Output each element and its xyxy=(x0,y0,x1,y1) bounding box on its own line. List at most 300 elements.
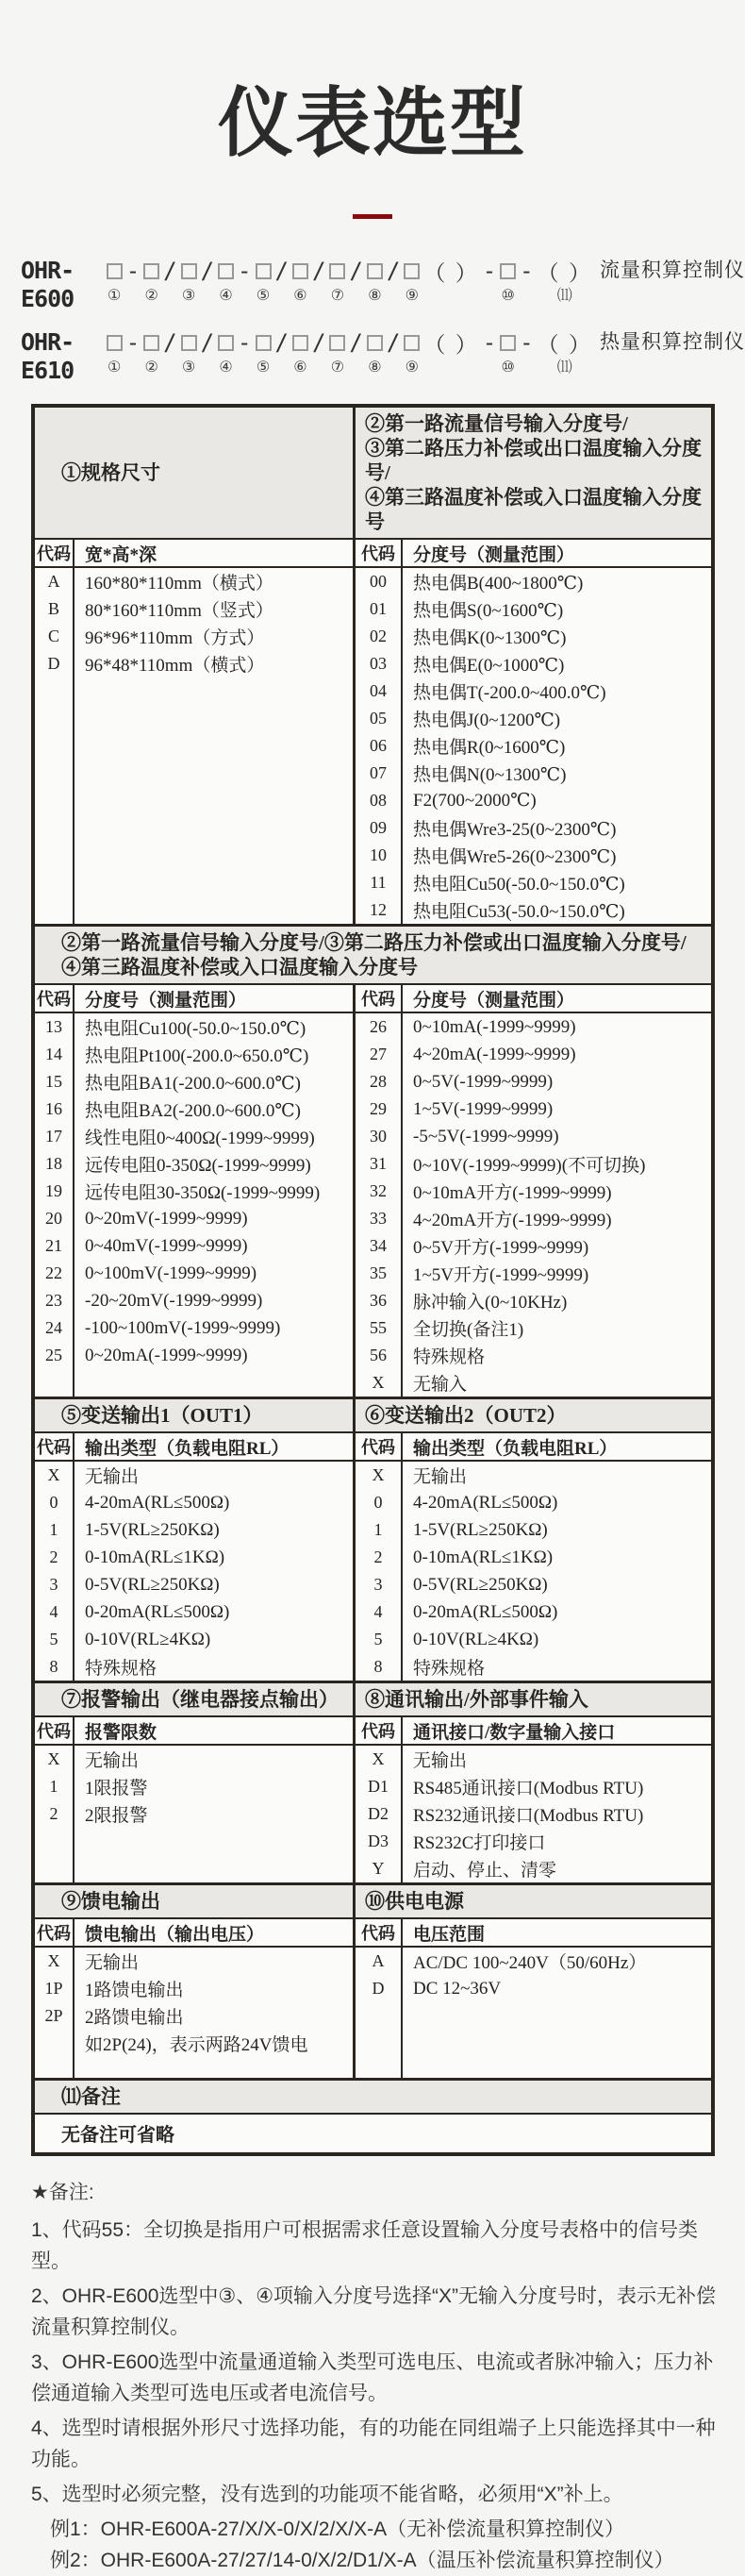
order-code-box xyxy=(256,328,272,376)
separator-glyph: - xyxy=(482,329,497,356)
desc-cell: 无输出 xyxy=(85,1953,140,1973)
desc-cell: AC/DC 100~240V（50/60Hz） xyxy=(413,1953,647,1973)
section-half-left xyxy=(35,1919,353,2078)
order-code-box xyxy=(181,328,197,376)
code-cell: 15 xyxy=(45,1072,62,1091)
separator-glyph: - xyxy=(238,329,252,356)
desc-header-cell: 分度号（测量范围） xyxy=(413,544,575,565)
selection-table xyxy=(31,404,715,2156)
separator-glyph: / xyxy=(163,258,177,284)
code-header-cell: 代码 xyxy=(361,990,395,1009)
fill-in-box xyxy=(181,263,197,279)
table-row xyxy=(35,1041,353,1068)
parens-glyph: （ ） xyxy=(537,331,592,357)
model-type-label: 热量积算控制仪 xyxy=(600,331,745,353)
desc-cell: 启动、停止、清零 xyxy=(413,1861,557,1881)
table-row xyxy=(35,650,353,677)
table-row xyxy=(35,1178,353,1205)
desc-cell: 热电阻Cu50(-50.0~150.0℃) xyxy=(413,875,625,895)
section-band-left-title xyxy=(35,1885,353,1917)
code-cell: 5 xyxy=(49,1630,58,1648)
separator-glyph: - xyxy=(125,329,141,356)
code-cell: X xyxy=(47,1465,60,1484)
page-title: 仪表选型 xyxy=(218,81,527,165)
desc-cell: 如2P(24)，表示两路24V馈电 xyxy=(85,2035,308,2055)
table-row xyxy=(35,1462,353,1489)
note-item: 3、OHR-E600选型中流量通道输入类型可选电压、电流或者脉冲输入；压力补偿通道输入类型可选电压或者电流信号。 xyxy=(31,2351,714,2404)
order-code-separator xyxy=(238,257,251,304)
code-cell: 1 xyxy=(49,1777,58,1796)
code-cell: 21 xyxy=(45,1236,62,1255)
table-row xyxy=(35,2030,353,2057)
order-code-box xyxy=(329,328,345,376)
position-number: ⑧ xyxy=(368,360,382,376)
position-number: ⑤ xyxy=(256,360,271,376)
code-cell: 18 xyxy=(45,1154,62,1173)
table-row xyxy=(356,1260,711,1287)
parens-glyph: （ ） xyxy=(423,331,479,357)
desc-cell: 0-10mA(RL≤1KΩ) xyxy=(85,1547,225,1567)
note-item: 2、OHR-E600选型中③、④项输入分度号选择“X”无输入分度号时，表示无补偿流量积算控制仪。 xyxy=(31,2285,717,2338)
position-number: ① xyxy=(108,360,122,376)
desc-cell: 0~40mV(-1999~9999) xyxy=(85,1235,248,1256)
desc-cell: 0-20mA(RL≤500Ω) xyxy=(413,1601,558,1622)
code-cell: 5 xyxy=(373,1630,383,1648)
code-cell: 19 xyxy=(45,1181,62,1200)
desc-cell: 热电偶E(0~1000℃) xyxy=(413,656,565,676)
band-line: ③第二路压力补偿或出口温度输入分度号/ xyxy=(365,437,702,484)
table-row xyxy=(356,1516,711,1544)
parens-glyph: （ ） xyxy=(537,259,592,285)
desc-cell: 4-20mA(RL≤500Ω) xyxy=(413,1492,558,1513)
desc-cell: 无输出 xyxy=(85,1751,140,1771)
order-code-box xyxy=(500,328,516,376)
position-number xyxy=(355,289,358,304)
model-code-lines xyxy=(21,257,745,387)
separator-glyph: - xyxy=(520,329,534,356)
desc-cell: 线性电阻0~400Ω(-1999~9999) xyxy=(85,1129,315,1148)
code-cell: 3 xyxy=(49,1575,58,1594)
separator-glyph: - xyxy=(520,258,534,284)
column-header-row xyxy=(35,1919,353,1948)
desc-header-cell: 输出类型（负载电阻RL） xyxy=(413,1438,618,1459)
position-number: ② xyxy=(144,360,158,376)
code-cell: X xyxy=(47,1951,60,1970)
empty-filler xyxy=(35,1828,353,1882)
position-number xyxy=(242,360,246,376)
section-band-right-title xyxy=(353,1399,711,1431)
desc-cell: 0-10V(RL≥4KΩ) xyxy=(413,1629,539,1649)
table-row xyxy=(356,1544,711,1571)
position-number: ⑧ xyxy=(368,288,382,304)
separator-glyph: - xyxy=(125,258,141,284)
note-item: 5、选型时必须完整，没有选到的功能项不能省略，必须用“X”补上。 xyxy=(31,2484,623,2505)
fill-in-box xyxy=(500,263,516,279)
order-code-separator xyxy=(387,257,400,304)
order-code-separator xyxy=(163,257,176,304)
code-cell: 26 xyxy=(370,1017,387,1036)
fill-in-box xyxy=(404,335,420,351)
separator-glyph: / xyxy=(349,258,363,284)
desc-cell: 热电偶S(0~1600℃) xyxy=(413,601,564,621)
table-row xyxy=(356,869,711,896)
desc-cell: 0~20mA(-1999~9999) xyxy=(85,1345,248,1365)
code-header-cell: 代码 xyxy=(361,544,395,563)
desc-cell: 4~20mA(-1999~9999) xyxy=(413,1044,576,1064)
desc-cell: 热电偶T(-200.0~400.0℃) xyxy=(413,683,606,703)
position-number: ⑦ xyxy=(330,360,345,376)
desc-header-cell: 宽*高*深 xyxy=(85,544,157,565)
position-number xyxy=(488,289,491,304)
code-header-cell: 代码 xyxy=(37,1438,71,1457)
code-cell: 28 xyxy=(370,1072,387,1091)
position-number: ⑨ xyxy=(405,288,419,304)
empty-filler xyxy=(35,2057,353,2078)
position-number: ⑦ xyxy=(330,288,345,304)
table-row xyxy=(35,1150,353,1178)
section-half-right xyxy=(353,1919,711,2078)
band-line: ④第三路温度补偿或入口温度输入分度号 xyxy=(365,486,702,533)
table-row xyxy=(35,1544,353,1571)
code-header-cell: 代码 xyxy=(361,1438,395,1457)
order-code-separator xyxy=(275,328,289,376)
code-cell: 36 xyxy=(370,1291,387,1310)
position-number xyxy=(206,289,209,304)
section-band-right-title xyxy=(353,1683,711,1715)
fill-in-box xyxy=(329,335,345,351)
code-cell: 4 xyxy=(373,1602,383,1621)
fill-in-box xyxy=(500,335,516,351)
table-row xyxy=(356,1013,711,1041)
code-cell: 25 xyxy=(45,1346,62,1364)
table-row xyxy=(356,1462,711,1489)
desc-cell: 0-5V(RL≥250KΩ) xyxy=(85,1574,220,1595)
desc-cell: -5~5V(-1999~9999) xyxy=(413,1126,559,1146)
code-cell: 09 xyxy=(370,818,387,837)
section-band-right-title xyxy=(353,408,711,538)
desc-cell: 0~5V(-1999~9999) xyxy=(413,1071,554,1092)
section-band xyxy=(35,2081,711,2115)
code-cell: 1P xyxy=(44,1979,63,1998)
table-row xyxy=(356,705,711,732)
table-row xyxy=(356,1178,711,1205)
table-row xyxy=(356,1314,711,1342)
desc-cell: 0-10mA(RL≤1KΩ) xyxy=(413,1547,554,1567)
band-line: ②第一路流量信号输入分度号/ xyxy=(365,412,628,435)
order-code-separator xyxy=(201,328,214,376)
section-half-left xyxy=(35,985,353,1397)
position-number: ④ xyxy=(219,288,233,304)
desc-cell: 无输出 xyxy=(85,1467,140,1487)
table-row xyxy=(356,1068,711,1096)
desc-header-cell: 分度号（测量范围） xyxy=(413,990,575,1011)
fill-in-box xyxy=(367,335,383,351)
desc-cell: 无输出 xyxy=(413,1467,468,1487)
desc-cell: 96*96*110mm（方式） xyxy=(85,628,265,648)
table-section xyxy=(35,924,711,1397)
desc-cell: 4~20mA开方(-1999~9999) xyxy=(413,1211,612,1230)
fill-in-box xyxy=(143,335,159,351)
position-number xyxy=(317,360,321,376)
table-row xyxy=(356,650,711,677)
fill-in-box xyxy=(218,335,234,351)
desc-cell: RS232通讯接口(Modbus RTU) xyxy=(413,1806,644,1826)
table-row xyxy=(356,1205,711,1232)
table-row xyxy=(356,732,711,760)
order-code-separator xyxy=(275,257,289,304)
table-row xyxy=(356,787,711,814)
position-number xyxy=(391,289,395,304)
order-code-separator xyxy=(387,328,400,376)
order-code-box xyxy=(107,257,123,304)
table-row xyxy=(356,814,711,842)
desc-cell: 热电偶J(0~1200℃) xyxy=(413,711,561,730)
code-cell: 8 xyxy=(373,1657,383,1676)
position-number: ⑩ xyxy=(501,288,515,304)
code-cell: X xyxy=(372,1749,385,1768)
desc-cell: 特殊规格 xyxy=(413,1659,486,1679)
desc-cell: 4-20mA(RL≤500Ω) xyxy=(85,1492,230,1513)
order-code-separator xyxy=(201,257,214,304)
code-cell: D xyxy=(372,1979,385,1998)
separator-glyph: / xyxy=(311,258,326,284)
code-cell: 20 xyxy=(45,1209,62,1228)
band-line: ⑩供电电源 xyxy=(365,1890,464,1913)
fill-in-box xyxy=(292,263,308,279)
position-number xyxy=(206,360,209,376)
order-code-box xyxy=(367,257,383,304)
code-cell: 02 xyxy=(370,627,387,645)
desc-cell: 0~20mV(-1999~9999) xyxy=(85,1208,248,1229)
position-number xyxy=(131,360,135,376)
position-number: ② xyxy=(144,288,158,304)
order-code-parens xyxy=(423,328,478,376)
position-number xyxy=(450,289,454,304)
desc-cell: F2(700~2000℃) xyxy=(413,791,537,811)
desc-cell: 全切换(备注1) xyxy=(413,1320,524,1340)
section-band-title xyxy=(35,2081,711,2113)
desc-cell: 1限报警 xyxy=(85,1779,148,1798)
band-line: ⑥变送输出2（OUT2） xyxy=(365,1404,567,1427)
code-header-cell: 代码 xyxy=(361,1722,395,1741)
code-cell: 32 xyxy=(370,1181,387,1200)
band-line: ⑾备注 xyxy=(61,2085,121,2108)
table-row xyxy=(35,1013,353,1041)
order-code-separator xyxy=(238,328,251,376)
table-row xyxy=(35,1205,353,1232)
code-cell: 16 xyxy=(45,1099,62,1118)
code-header-cell: 代码 xyxy=(37,990,71,1009)
model-name: OHR-E610 xyxy=(21,328,74,384)
desc-header-cell: 电压范围 xyxy=(413,1924,486,1945)
section-band xyxy=(35,1399,711,1433)
order-code-box xyxy=(181,257,197,304)
order-code-separator xyxy=(520,257,533,304)
table-row xyxy=(35,1123,353,1150)
desc-cell: 0-5V(RL≥250KΩ) xyxy=(413,1574,548,1595)
code-header-cell: 代码 xyxy=(37,1924,71,1943)
separator-glyph: / xyxy=(311,329,326,356)
code-cell: 11 xyxy=(370,873,387,892)
table-row xyxy=(35,1342,353,1369)
desc-cell: DC 12~36V xyxy=(413,1978,502,1999)
table-row xyxy=(356,1800,711,1828)
section-half-left xyxy=(35,1717,353,1882)
model-type-label: 流量积算控制仪 xyxy=(600,259,745,281)
position-number: ⑥ xyxy=(293,288,307,304)
note-example: 例1：OHR-E600A-27/X/X-0/X/2/X/X-A（无补偿流量积算控制仪） xyxy=(50,2518,625,2540)
model-line xyxy=(21,328,745,387)
table-row xyxy=(356,1855,711,1882)
position-number: ⑤ xyxy=(256,288,271,304)
column-header-row xyxy=(35,1433,353,1462)
code-cell: 0 xyxy=(49,1493,58,1512)
fill-in-box xyxy=(181,335,197,351)
column-header-row xyxy=(356,1919,711,1948)
section-columns xyxy=(35,540,711,924)
table-row xyxy=(35,1746,353,1773)
desc-cell: 热电阻Pt100(-200.0~650.0℃) xyxy=(85,1046,309,1066)
table-row xyxy=(356,1828,711,1855)
position-number xyxy=(524,360,528,376)
desc-cell: 热电偶N(0~1300℃) xyxy=(413,765,567,785)
separator-glyph: / xyxy=(200,258,215,284)
table-row xyxy=(35,1232,353,1260)
section-columns xyxy=(35,985,711,1397)
desc-cell: 热电偶B(400~1800℃) xyxy=(413,574,584,594)
desc-cell: RS232C打印接口 xyxy=(413,1833,546,1853)
section-band xyxy=(35,1885,711,1919)
order-code-parens xyxy=(538,328,592,376)
order-code-separator xyxy=(483,257,496,304)
desc-header-cell: 报警限数 xyxy=(85,1722,157,1743)
order-code-box xyxy=(500,257,516,304)
order-code-box xyxy=(218,328,234,376)
position-number xyxy=(168,289,172,304)
position-number xyxy=(524,289,528,304)
order-code-separator xyxy=(349,328,362,376)
desc-cell: 无输入 xyxy=(413,1375,468,1395)
separator-glyph: / xyxy=(274,329,289,356)
table-row xyxy=(35,1653,353,1681)
code-cell: 2 xyxy=(49,1547,58,1566)
table-row xyxy=(356,1369,711,1397)
table-row xyxy=(35,568,353,595)
fill-in-box xyxy=(256,263,272,279)
section-half-right xyxy=(353,1717,711,1882)
band-line: ⑧通讯输出/外部事件输入 xyxy=(365,1688,588,1711)
section-half-left xyxy=(35,1433,353,1681)
fill-in-box xyxy=(143,263,159,279)
code-cell: X xyxy=(47,1749,60,1768)
code-cell: 14 xyxy=(45,1045,62,1063)
empty-filler xyxy=(35,677,353,924)
order-code-box xyxy=(404,328,420,376)
separator-glyph: / xyxy=(200,329,215,356)
table-row xyxy=(356,1653,711,1681)
table-row xyxy=(356,1096,711,1123)
position-number xyxy=(280,360,284,376)
fill-in-box xyxy=(107,335,123,351)
desc-cell: 0~10mA(-1999~9999) xyxy=(413,1016,576,1037)
section-full-row: 无备注可省略 xyxy=(61,2125,174,2146)
desc-cell: 0~5V开方(-1999~9999) xyxy=(413,1238,589,1258)
order-code-box xyxy=(367,328,383,376)
code-cell: 27 xyxy=(370,1045,387,1063)
table-row xyxy=(35,1068,353,1096)
code-cell: 03 xyxy=(370,654,387,673)
table-row xyxy=(356,896,711,924)
position-number: ⑾ xyxy=(556,360,572,376)
position-number xyxy=(317,289,321,304)
code-header-cell: 代码 xyxy=(37,1722,71,1741)
table-row xyxy=(35,1096,353,1123)
model-tokens xyxy=(105,328,594,376)
column-header-row xyxy=(356,540,711,568)
code-cell: 10 xyxy=(370,845,387,864)
desc-cell: 1-5V(RL≥250KΩ) xyxy=(413,1519,548,1540)
position-number xyxy=(131,289,135,304)
order-code-box xyxy=(292,328,308,376)
position-number: ⑾ xyxy=(556,288,572,304)
position-number xyxy=(168,360,172,376)
order-code-parens xyxy=(423,257,478,304)
code-cell: 1 xyxy=(373,1520,383,1539)
desc-cell: RS485通讯接口(Modbus RTU) xyxy=(413,1779,644,1798)
table-row xyxy=(356,1598,711,1626)
position-number: ③ xyxy=(181,288,196,304)
code-cell: 30 xyxy=(370,1127,387,1146)
desc-cell: 2限报警 xyxy=(85,1806,148,1826)
desc-cell: -100~100mV(-1999~9999) xyxy=(85,1317,281,1338)
section-half-right xyxy=(353,540,711,924)
desc-cell: 1~5V(-1999~9999) xyxy=(413,1098,554,1119)
code-cell: 2 xyxy=(373,1547,383,1566)
desc-cell: 1-5V(RL≥250KΩ) xyxy=(85,1519,220,1540)
table-row xyxy=(356,1342,711,1369)
code-cell: 17 xyxy=(45,1127,62,1146)
column-header-row xyxy=(35,1717,353,1746)
position-number xyxy=(450,360,454,376)
table-section xyxy=(35,2078,711,2152)
note-item: 1、代码55：全切换是指用户可根据需求任意设置输入分度号表格中的信号类型。 xyxy=(31,2219,699,2272)
position-number xyxy=(355,360,358,376)
desc-cell: -20~20mV(-1999~9999) xyxy=(85,1290,263,1311)
table-row xyxy=(35,1948,353,1975)
desc-cell: 0~10mA开方(-1999~9999) xyxy=(413,1183,612,1203)
code-cell: 04 xyxy=(370,681,387,700)
table-section xyxy=(35,408,711,924)
code-cell: 56 xyxy=(370,1346,387,1364)
model-line xyxy=(21,257,745,315)
code-cell: 34 xyxy=(370,1236,387,1255)
section-columns xyxy=(35,1433,711,1681)
code-cell: B xyxy=(47,599,59,618)
table-row xyxy=(35,1260,353,1287)
order-code-separator xyxy=(483,328,496,376)
empty-filler xyxy=(35,1369,353,1397)
section-band-title xyxy=(35,927,711,983)
fill-in-box xyxy=(107,263,123,279)
table-row xyxy=(35,1626,353,1653)
section-half-right xyxy=(353,1433,711,1681)
table-row xyxy=(356,1041,711,1068)
order-code-separator xyxy=(126,257,140,304)
position-number xyxy=(242,289,246,304)
table-row xyxy=(356,623,711,650)
note-example: 例2：OHR-E600A-27/27/14-0/X/2/D1/X-A（温压补偿流量积算控制仪） xyxy=(50,2550,674,2571)
code-cell: D xyxy=(47,654,60,673)
